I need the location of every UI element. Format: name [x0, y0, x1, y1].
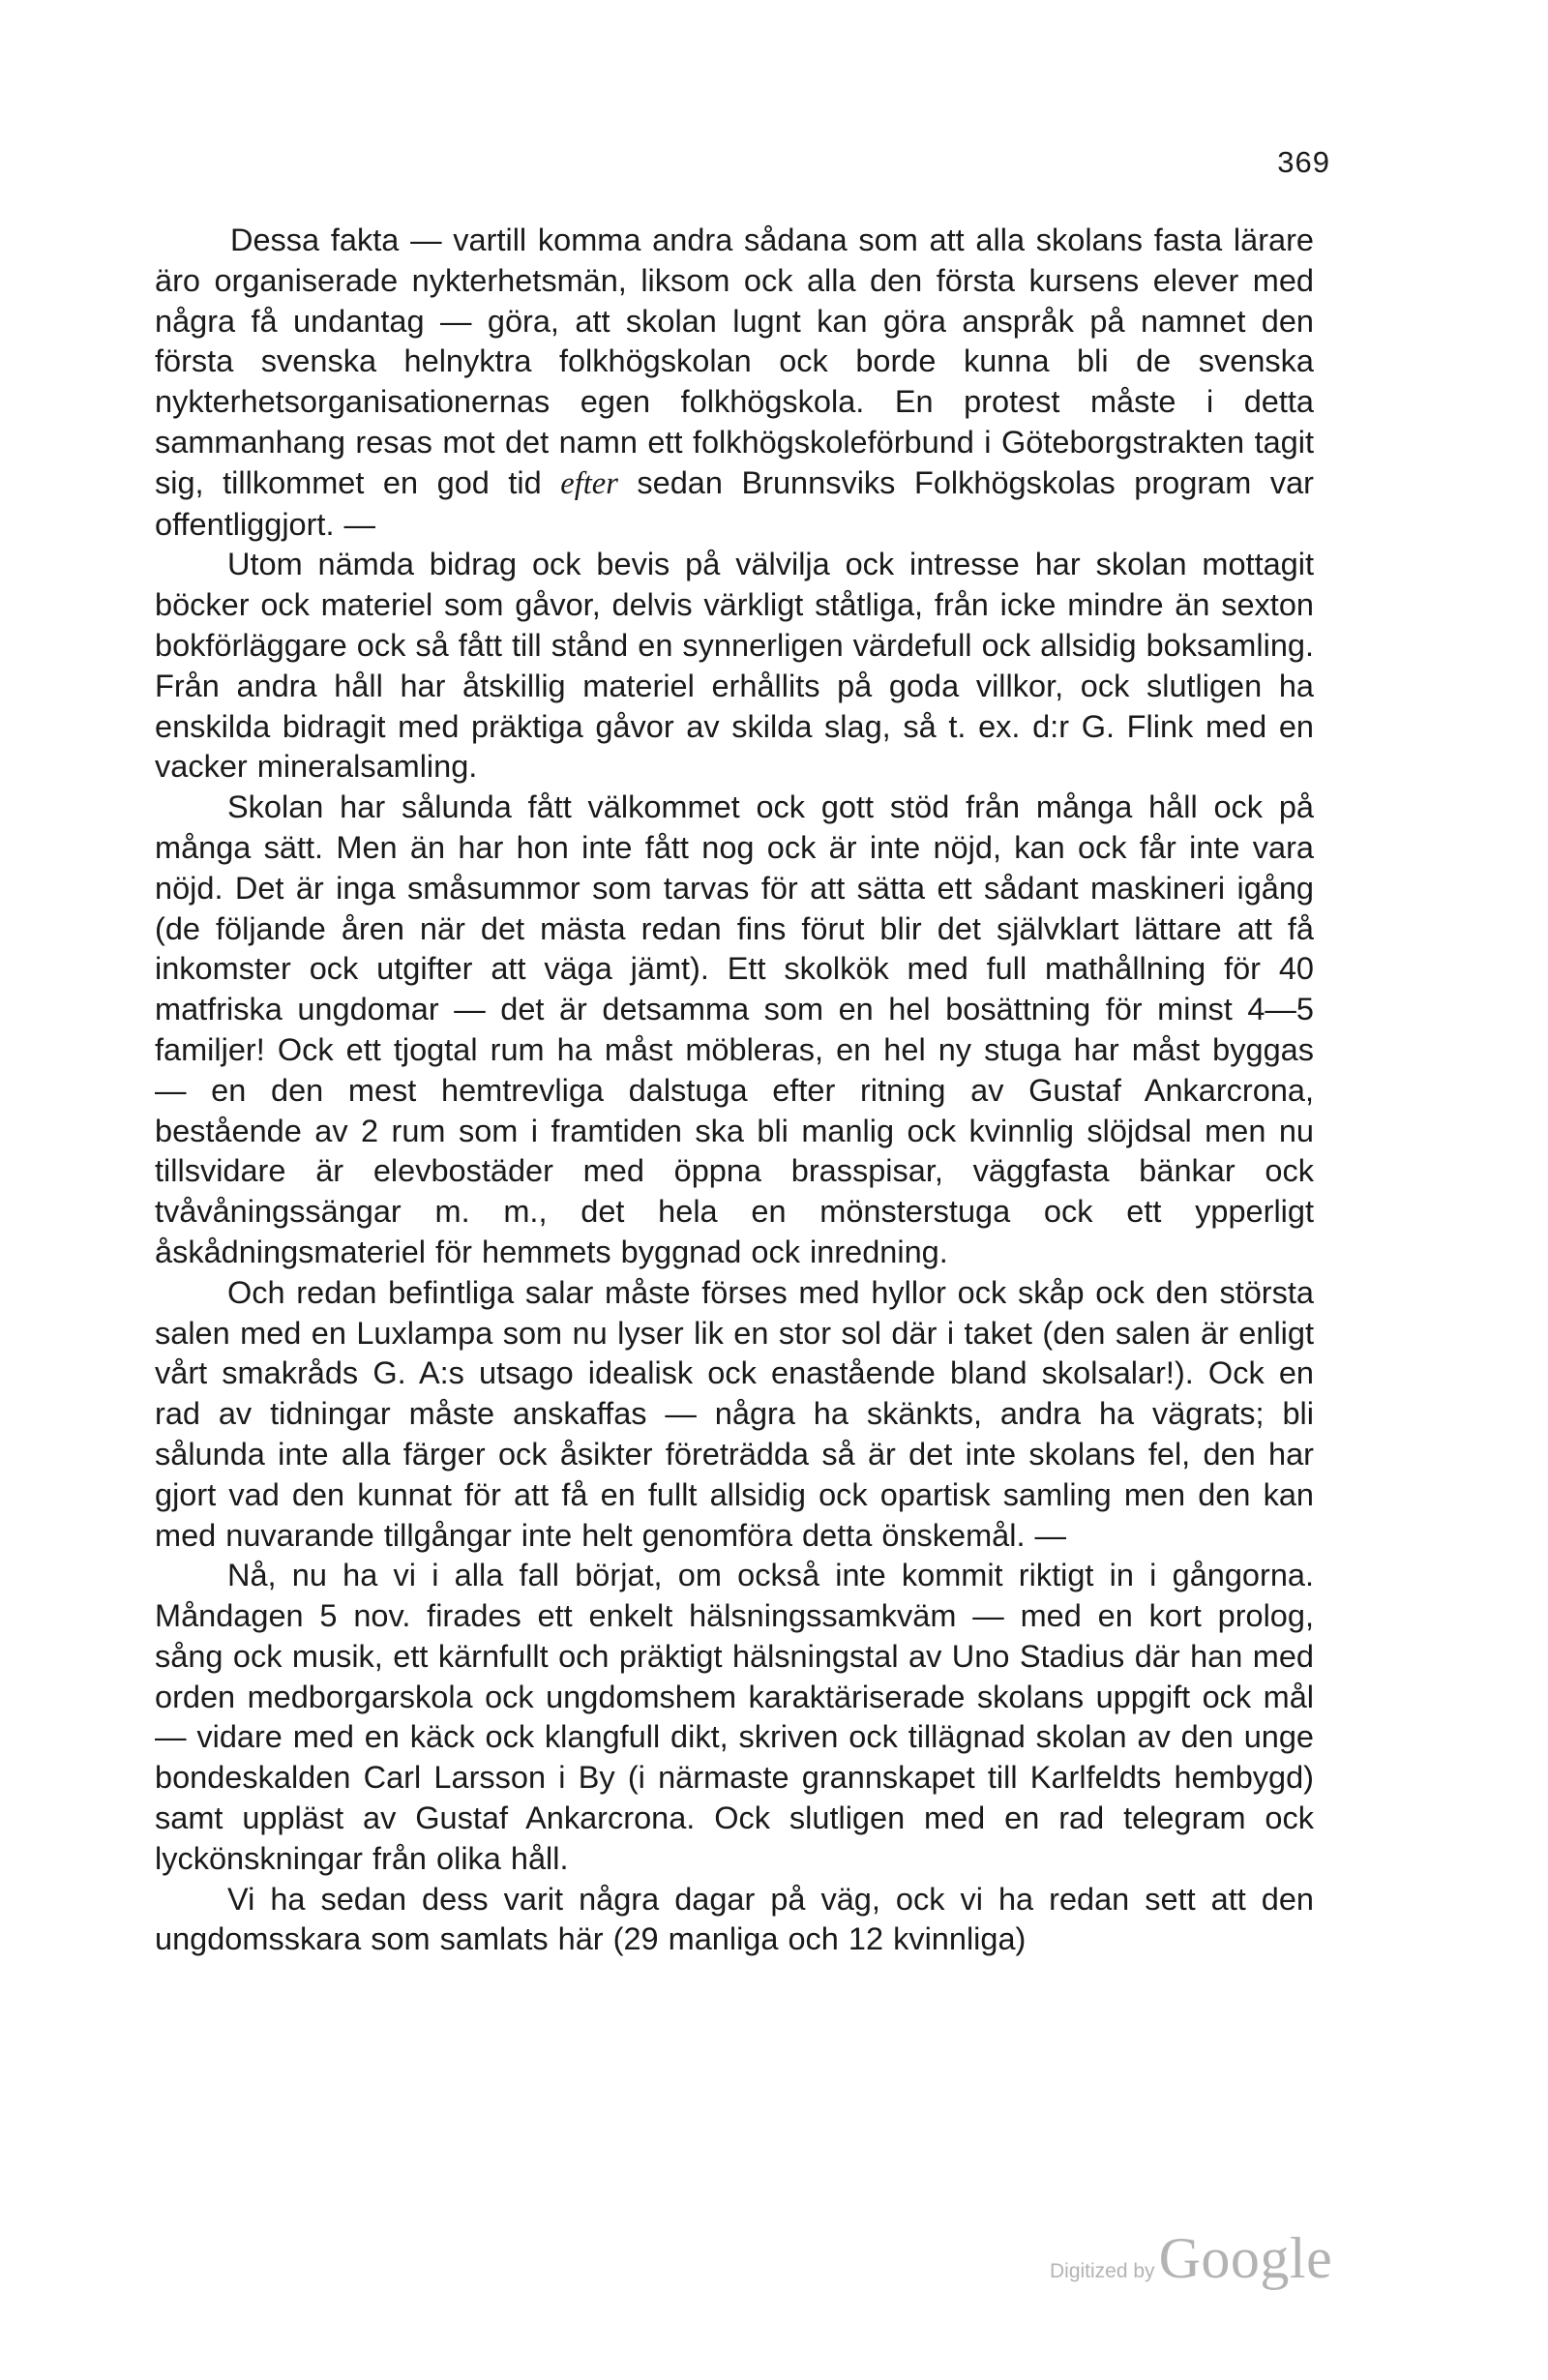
body-text	[155, 221, 1314, 1960]
paragraph-1-text-before: Dessa fakta — vartill komma andra sådana som att alla skolans fasta lärare äro organiserade nykterhetsmän, liksom ock alla den första kursens elever med några få undantag — göra, att skolan lugnt kan göra anspråk på namnet den första svenska helnyktra folkhögskolan ock borde kunna bli de svenska nykterhetsorganisationernas egen folkhögskola. En protest måste i detta sammanhang resas mot det namn ett folkhögskoleförbund i Göteborgstrakten tagit sig, tillkommet en god tid	[155, 223, 1314, 500]
paragraph-4: Och redan befintliga salar måste förses med hyllor ock skåp ock den största salen med en Luxlampa som nu lyser lik en stor sol där i taket (den salen är enligt vårt smakråds G. A:s utsago idealisk ock enastående bland skolsalar!). Ock en rad av tidningar måste anskaffas — några ha skänkts, andra ha vägrats; bli sålunda inte alla färger ock åsikter företrädda så är det inte skolans fel, den har gjort vad den kunnat för att få en fullt allsidig ock opartisk samling men den kan med nuvarande tillgångar inte helt genomföra detta önskemål. —	[155, 1274, 1314, 1553]
paragraph-1-text-after: sedan Brunnsviks Folkhögskolas program var offentliggjort. —	[155, 464, 1314, 542]
paragraph-1-emphasis: efter	[560, 465, 618, 501]
paragraph-2: Utom nämda bidrag ock bevis på välvilja ock intresse har skolan mottagit böcker ock materiel som gåvor, delvis värkligt ståtliga, från icke mindre än sexton bokförläggare ock så fått till stånd en synnerligen värdefull ock allsidig boksamling. Från andra håll har åtskillig materiel erhållits på goda villkor, ock slutligen ha enskilda bidragit med präktiga gåvor av skilda slag, så t. ex. d:r G. Flink med en vacker mineralsamling.	[155, 547, 1314, 785]
paragraph-1	[155, 221, 1314, 545]
digitized-watermark	[1050, 2225, 1332, 2292]
page-number: 369	[1277, 145, 1330, 179]
paragraph-3: Skolan har sålunda fått välkommet ock gott stöd från många håll ock på många sätt. Men än har hon inte fått nog ock är inte nöjd, kan ock får inte vara nöjd. Det är inga småsummor som tarvas för att sätta ett sådant maskineri igång (de följande åren när det mästa redan fins förut blir det självklart lättare att få inkomster ock utgifter att väga jämt). Ett skolkök med full mathållning för 40 matfriska ungdomar — det är detsamma som en hel bosättning för minst 4—5 familjer! Ock ett tjogtal rum ha måst möbleras, en hel ny stuga har måst byggas — en den mest hemtrevliga dalstuga efter ritning av Gustaf Ankarcrona, bestående av 2 rum som i framtiden ska bli manlig ock kvinnlig slöjdsal men nu tillsvidare är elevbostäder med öppna brasspisar, väggfasta bänkar ock tvåvåningssängar m. m., det hela en mönsterstuga ock ett ypperligt åskådningsmateriel för hemmets byggnad ock inredning.	[155, 789, 1314, 1269]
watermark-prefix: Digitized by	[1050, 2260, 1155, 2282]
google-logo: Google	[1158, 2226, 1333, 2290]
paragraph-5: Nå, nu ha vi i alla fall börjat, om också inte kommit riktigt in i gångorna. Måndagen 5 nov. firades ett enkelt hälsningssamkväm — med en kort prolog, sång ock musik, ett kärnfullt och präktigt hälsningstal av Uno Stadius där han med orden medborgarskola ock ungdomshem karaktäriserade skolans uppgift ock mål — vidare med en käck ock klangfull dikt, skriven ock tillägnad skolan av den unge bondeskalden Carl Larsson i By (i närmaste grannskapet till Karlfeldts hembygd) samt uppläst av Gustaf Ankarcrona. Ock slutligen med en rad telegram ock lyckönskningar från olika håll.	[155, 1558, 1314, 1876]
paragraph-6: Vi ha sedan dess varit några dagar på väg, ock vi ha redan sett att den ungdomsskara som samlats här (29 manliga och 12 kvinnliga)	[155, 1881, 1314, 1957]
